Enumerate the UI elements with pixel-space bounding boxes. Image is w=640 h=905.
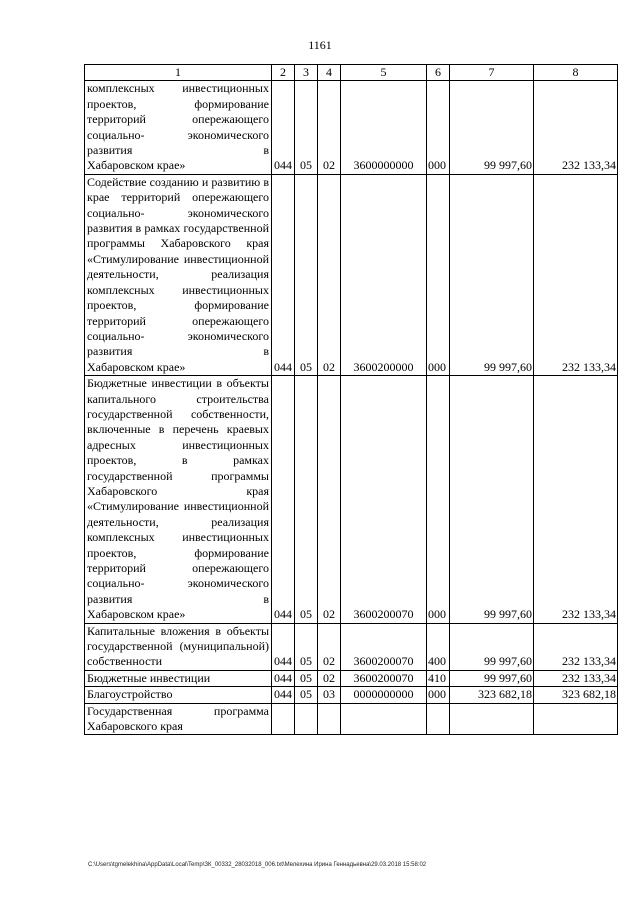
target-article-cell (341, 703, 427, 735)
subsection-code-cell: 02 (318, 623, 341, 670)
target-article-cell: 3600200070 (341, 376, 427, 624)
item-name-line: комплексных (87, 530, 155, 545)
ministry-code-cell: 044 (272, 174, 295, 375)
expense-type-cell (427, 703, 450, 735)
item-name-last-line: Хабаровского края (87, 719, 183, 734)
expense-type-cell: 000 (427, 687, 450, 703)
item-name-line: формирование территорий (87, 298, 269, 328)
amount-cell: 323 682,18 (534, 687, 618, 703)
section-code-cell: 05 (295, 174, 318, 375)
item-name-line: (муниципальной) (179, 639, 269, 654)
item-name-line: экономического развития в (87, 328, 269, 359)
section-code-cell: 05 (295, 376, 318, 624)
item-name-line: формирование территорий (87, 545, 269, 575)
amount-cell: 99 997,60 (450, 623, 534, 670)
amount-cell (450, 703, 534, 735)
item-name-line: деятельности, реализация (87, 514, 269, 529)
amount-cell: 99 997,60 (450, 376, 534, 624)
ministry-code-cell: 044 (272, 670, 295, 686)
item-name-line: инвестиционных проектов, (87, 282, 269, 313)
item-name-cell (85, 670, 272, 686)
item-name-last-line: Благоустройство (87, 687, 173, 702)
expense-type-cell: 400 (427, 623, 450, 670)
ministry-code-cell: 044 (272, 687, 295, 703)
page-number: 1161 (308, 38, 332, 52)
item-name-line: Бюджетные инвестиции в (87, 376, 223, 391)
ministry-code-cell: 044 (272, 81, 295, 174)
table-row (85, 703, 618, 735)
item-name-line: края «Стимулирование (87, 236, 270, 266)
item-name-cell (85, 703, 272, 735)
item-name-line: опережающего социально- (87, 313, 269, 343)
file-path-footer: C:\Users\tgmelekhina\AppData\Local\Temp\ЗК_00332_28032018_006.txt\Мелехина Ирина Геннадьевна\29.03.2018 15:58:02 (88, 862, 427, 868)
section-code-cell: 05 (295, 623, 318, 670)
table-row (85, 623, 618, 670)
item-name-line: строительства (196, 391, 269, 406)
column-header: 1 (85, 65, 272, 81)
item-name-line: комплексных (87, 81, 155, 96)
target-article-cell: 3600200070 (341, 670, 427, 686)
item-name-line: комплексных (87, 282, 155, 297)
item-name-last-line: Хабаровском крае» (87, 607, 186, 622)
item-name-line: объекты капитального (87, 376, 269, 406)
subsection-code-cell: 02 (318, 81, 341, 174)
amount-cell: 323 682,18 (450, 687, 534, 703)
item-name-line: перечень краевых адресных (87, 422, 269, 452)
table-row (85, 376, 618, 624)
item-name-cell (85, 81, 272, 174)
column-header: 4 (318, 65, 341, 81)
expense-type-cell: 000 (427, 81, 450, 174)
table-row (85, 81, 618, 174)
expense-type-cell: 000 (427, 376, 450, 624)
item-name-line: рамках государственной (144, 221, 269, 236)
item-name-last-line: Бюджетные инвестиции (87, 670, 211, 685)
item-name-last-line: Хабаровском крае» (87, 359, 186, 374)
amount-cell (534, 703, 618, 735)
amount-cell: 232 133,34 (534, 81, 618, 174)
item-name-line: инвестиционных проектов, (87, 81, 269, 111)
item-name-line: развитию в крае территорий (87, 174, 270, 205)
item-name-line: рамках государственной (87, 453, 270, 483)
item-name-line: опережающего социально- (87, 190, 270, 220)
item-name-line: края «Стимулирование (87, 483, 269, 514)
amount-cell: 99 997,60 (450, 174, 534, 375)
item-name-line: экономического развития в (87, 205, 269, 236)
column-header: 5 (341, 65, 427, 81)
table-row (85, 174, 618, 375)
table-header-row (85, 65, 618, 81)
ministry-code-cell (272, 703, 295, 735)
target-article-cell: 0000000000 (341, 687, 427, 703)
amount-cell: 232 133,34 (534, 174, 618, 375)
target-article-cell: 3600000000 (341, 81, 427, 174)
subsection-code-cell: 02 (318, 376, 341, 624)
section-code-cell: 05 (295, 670, 318, 686)
item-name-cell (85, 687, 272, 703)
ministry-code-cell: 044 (272, 376, 295, 624)
expense-type-cell: 410 (427, 670, 450, 686)
item-name-line: экономического развития в (87, 576, 269, 606)
item-name-line: экономического развития в (87, 127, 269, 158)
amount-cell: 99 997,60 (450, 670, 534, 686)
item-name-line: программы Хабаровского (87, 468, 269, 498)
item-name-line: собственности, включенные в (87, 406, 269, 437)
item-name-line: инвестиционной (183, 499, 269, 514)
item-name-last-line: Хабаровском крае» (87, 158, 186, 173)
item-name-line: опережающего социально- (87, 561, 269, 591)
item-name-line: формирование территорий (87, 96, 269, 127)
table-row (85, 687, 618, 703)
subsection-code-cell: 02 (318, 670, 341, 686)
amount-cell: 232 133,34 (534, 623, 618, 670)
budget-table (84, 64, 618, 735)
subsection-code-cell: 03 (318, 687, 341, 703)
section-code-cell (295, 703, 318, 735)
item-name-line: Государственная программа (87, 703, 269, 718)
item-name-line: опережающего социально- (87, 112, 269, 142)
section-code-cell: 05 (295, 687, 318, 703)
table-row (85, 670, 618, 686)
column-header: 6 (427, 65, 450, 81)
item-name-line: деятельности, реализация (87, 267, 269, 282)
item-name-line: государственной (87, 406, 173, 421)
target-article-cell: 3600200070 (341, 623, 427, 670)
amount-cell: 232 133,34 (534, 376, 618, 624)
item-name-line: программы Хабаровского (87, 236, 231, 251)
expense-type-cell: 000 (427, 174, 450, 375)
item-name-cell (85, 623, 272, 670)
amount-cell: 232 133,34 (534, 670, 618, 686)
target-article-cell: 3600200000 (341, 174, 427, 375)
subsection-code-cell (318, 703, 341, 735)
item-name-line: инвестиционных проектов, (87, 530, 269, 560)
section-code-cell: 05 (295, 81, 318, 174)
subsection-code-cell: 02 (318, 174, 341, 375)
item-name-cell (85, 174, 272, 375)
item-name-last-line: собственности (87, 654, 163, 669)
item-name-line: объекты государственной (87, 623, 270, 654)
amount-cell: 99 997,60 (450, 81, 534, 174)
item-name-line: Содействие созданию и (87, 174, 209, 189)
column-header: 7 (450, 65, 534, 81)
item-name-line: инвестиционных проектов, в (87, 437, 269, 468)
item-name-cell (85, 376, 272, 624)
column-header: 8 (534, 65, 618, 81)
column-header: 2 (272, 65, 295, 81)
column-header: 3 (295, 65, 318, 81)
ministry-code-cell: 044 (272, 623, 295, 670)
item-name-line: инвестиционной (183, 251, 269, 266)
item-name-line: Капитальные вложения в (87, 623, 221, 638)
